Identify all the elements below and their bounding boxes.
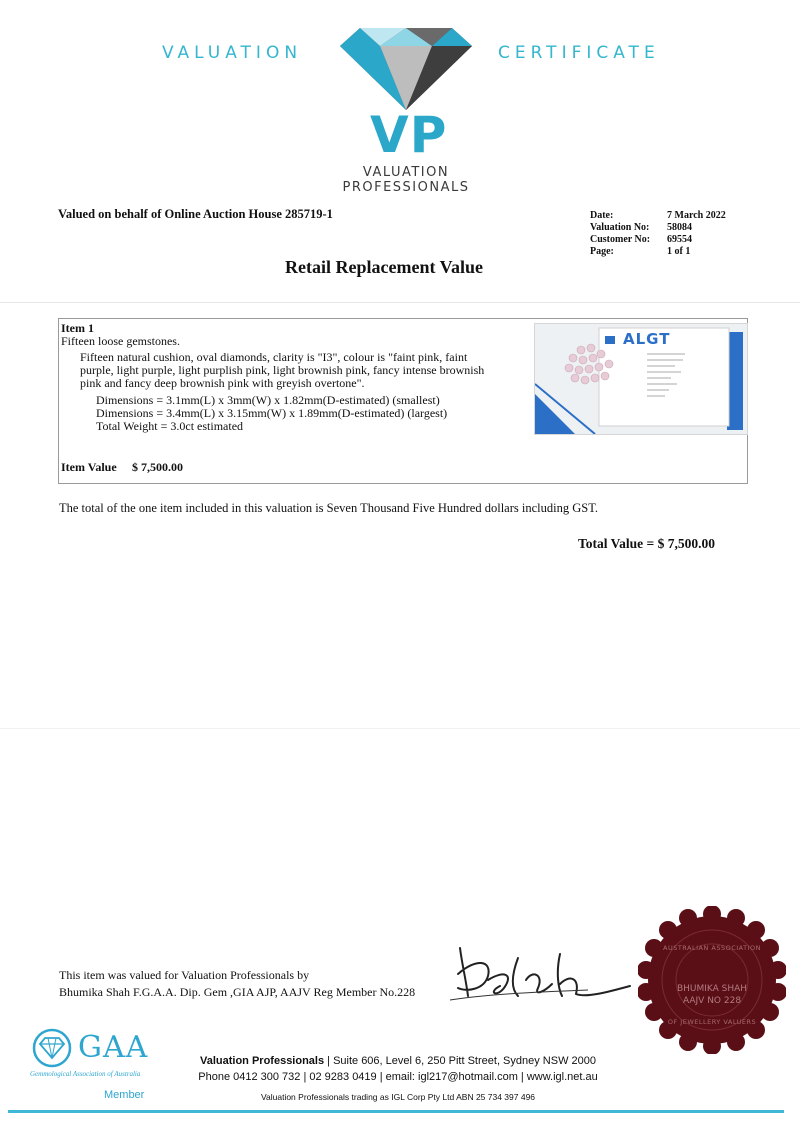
item-value-amount: $ 7,500.00 <box>132 460 183 474</box>
photo-brand: ALGT <box>623 330 671 348</box>
signature-icon <box>448 940 638 1010</box>
item-total-weight: Total Weight = 3.0ct estimated <box>96 419 244 433</box>
page-label: Page: <box>590 246 614 257</box>
seal-name: BHUMIKA SHAH <box>676 984 748 994</box>
valued-on-behalf: Valued on behalf of Online Auction House 285719-1 <box>58 207 333 221</box>
item-dimensions-smallest: Dimensions = 3.1mm(L) x 3mm(W) x 1.82mm(D-estimated) (smallest) <box>96 393 440 407</box>
customer-no-label: Customer No: <box>590 234 651 245</box>
item-line4: pink and fancy deep brownish pink with greyish overtone". <box>80 376 365 390</box>
customer-no-value: 69554 <box>667 234 692 245</box>
total-value: Total Value = $ 7,500.00 <box>578 536 715 551</box>
gaa-letters: GAA <box>78 1030 149 1065</box>
wax-seal-icon <box>638 906 786 1054</box>
gemstone-photo <box>534 323 748 435</box>
signoff-line1: This item was valued for Valuation Professionals by <box>59 968 310 982</box>
company-name-line2: PROFESSIONALS <box>342 180 470 195</box>
date-label: Date: <box>590 210 614 221</box>
item-heading: Item 1 <box>61 321 94 335</box>
footer-company: Valuation Professionals <box>200 1055 325 1067</box>
header-left-word: VALUATION <box>162 43 303 63</box>
gaa-diamond-icon <box>30 1028 74 1068</box>
item-line1: Fifteen loose gemstones. <box>61 334 180 348</box>
footer-address-line <box>168 1055 628 1067</box>
fold-line <box>0 728 800 729</box>
diamond-logo-icon <box>336 24 476 114</box>
seal-number: AAJV NO 228 <box>682 996 742 1006</box>
seal-top-text: AUSTRALIAN ASSOCIATION <box>663 944 761 952</box>
divider <box>0 302 800 303</box>
header-right-word: CERTIFICATE <box>498 43 660 63</box>
signoff-line2: Bhumika Shah F.G.A.A. Dip. Gem ,GIA AJP, AAJV Reg Member No.228 <box>59 985 416 999</box>
footer-trading: Valuation Professionals trading as IGL Corp Pty Ltd ABN 25 734 397 496 <box>260 1092 536 1102</box>
footer-contacts: Phone 0412 300 732 | 02 9283 0419 | email: igl217@hotmail.com | www.igl.net.au <box>198 1071 598 1083</box>
date-value: 7 March 2022 <box>667 210 726 221</box>
logo-letters: VP <box>370 106 448 164</box>
item-line2: Fifteen natural cushion, oval diamonds, clarity is "I3", colour is "faint pink, faint <box>80 350 468 364</box>
item-value-label: Item Value <box>61 460 117 474</box>
page-title: Retail Replacement Value <box>285 257 483 277</box>
valuation-no-label: Valuation No: <box>590 222 650 233</box>
seal-bottom-text: OF JEWELLERY VALUERS <box>667 1018 757 1026</box>
item-line3: purple, light purple, light purplish pink, light brownish pink, fancy intense brownish <box>80 363 485 377</box>
gaa-member: Member <box>104 1089 145 1101</box>
total-sentence: The total of the one item included in this valuation is Seven Thousand Five Hundred dollars including GST. <box>59 501 599 515</box>
gaa-full-name: Gemmological Association of Australia <box>30 1070 141 1078</box>
footer-address: | Suite 606, Level 6, 250 Pitt Street, Sydney NSW 2000 <box>324 1055 596 1067</box>
item-dimensions-largest: Dimensions = 3.4mm(L) x 3.15mm(W) x 1.89mm(D-estimated) (largest) <box>96 406 448 420</box>
footer-rule <box>8 1110 784 1113</box>
company-name-line1: VALUATION <box>362 165 450 180</box>
valuation-no-value: 58084 <box>667 222 692 233</box>
page-value: 1 of 1 <box>667 246 691 257</box>
